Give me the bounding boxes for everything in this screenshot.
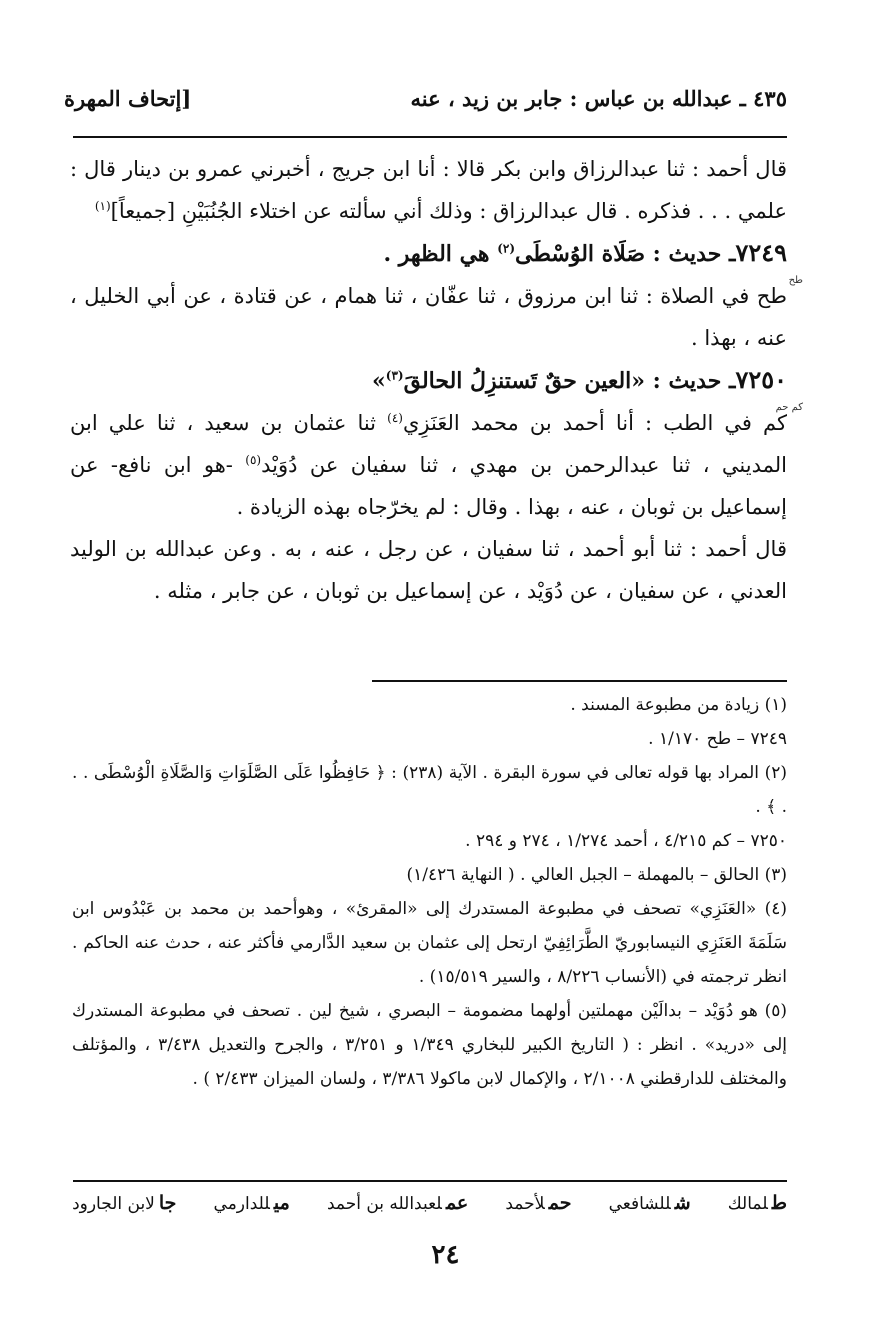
legend-rule	[73, 1180, 787, 1182]
legend-item: جالابن الجارود	[72, 1192, 177, 1214]
chapter-heading: ٤٣٥ ـ عبدالله بن عباس : جابر بن زيد ، عنه	[410, 86, 787, 111]
legend-item: ميللدارمي	[213, 1192, 290, 1214]
footnote: (١) زيادة من مطبوعة المسند .	[570, 695, 787, 715]
footnote: (٥) هو دُوَيْد – بدالَيْن مهملتين أولهما مضمومة – البصري ، شيخ لين . تصحف في مطبوعة المستدرك إلى «دريد» . انظر : ( التاريخ الكبير للبخاري ١/٣٤٩ و ٣/٢٥١ ، والجرح والتعديل ٣/٤٣٨ ، والمؤتلف والمختلف للدارقطني ٢/١٠٠٨ ، والإكمال لابن ماكولا ٣/٣٨٦ ، ولسان الميزان ٢/٤٣٣ ) .	[72, 1001, 787, 1089]
main-text	[70, 148, 803, 612]
header-rule	[73, 136, 787, 138]
sigla-legend	[72, 1192, 787, 1214]
page-number: ٢٤	[431, 1240, 460, 1270]
book-title: [إتحاف المهرة	[64, 86, 192, 111]
footnote: (٣) الحالق – بالمهملة – الجبل العالي . ( النهاية ١/٤٢٦)	[406, 865, 787, 885]
paragraph-ahmad-1: قال أحمد : ثنا عبدالرزاق وابن بكر قالا : أنا ابن جريج ، أخبرني عمرو بن دينار قال : علمي . . . فذكره . قال عبدالرزاق : وذلك أني سألته عن اختلاء الجُنُبَيْنِ [جميعاً]$^{(١)}$	[70, 157, 787, 223]
hadith-number: ٧٢٥٠	[735, 365, 787, 394]
footnote-ref-4: (٤)	[387, 411, 403, 425]
margin-siglum: طح	[788, 275, 803, 286]
footnote: (٤) «العَنَزِي» تصحف في مطبوعة المستدرك إلى «المقرئ» ، وهوأحمد بن محمد بن عَبْدُوس ابن سَلَمَةَ العَنَزِي النيسابوريّ الطَّرَائِفِيّ ارتحل إلى عثمان بن سعيد الدَّارمي فأكثر عنه ، حدث عنه الحاكم . انظر ترجمته في (الأنساب ٨/٢٢٦ ، والسير ١٥/٥١٩) .	[72, 899, 787, 987]
legend-item: حملأحمد	[505, 1192, 572, 1214]
margin-siglum: كم حم	[775, 402, 803, 413]
hadith-heading-7249: ٧٢٤٩ـ حديث : صَلَاة الوُسْطَى$^{(٢)}$ هي الظهر . طح	[70, 232, 787, 275]
legend-item: شللشافعي	[608, 1192, 691, 1214]
footnote-ref-5: (٥)	[245, 453, 262, 467]
paragraph-hakim: كم في الطب : أنا أحمد بن محمد العَنَزِي$^{(٤)}$ ثنا عثمان بن سعيد ، ثنا علي ابن المديني ، ثنا عبدالرحمن بن مهدي ، ثنا سفيان عن دُوَيْد$^{(٥)}$ -هو ابن نافع- عن إسماعيل بن ثوبان ، عنه ، بهذا . وقال : لم يخرّجاه بهذه الزيادة .	[70, 411, 787, 519]
hadith-number: ٧٢٤٩	[735, 238, 787, 267]
paragraph-tahawi: طح في الصلاة : ثنا ابن مرزوق ، ثنا عفّان ، ثنا همام ، عن قتادة ، عن أبي الخليل ، عنه ، بهذا .	[70, 284, 787, 350]
legend-item: عملعبدالله بن أحمد	[326, 1192, 469, 1214]
footnote-ref-1: (١)	[94, 199, 111, 213]
footnote: ٧٢٥٠ – كم ٤/٢١٥ ، أحمد ١/٢٧٤ ، ٢٧٤ و ٢٩٤ .	[465, 831, 787, 851]
footnote-ref-2: (٢)	[497, 241, 516, 256]
footnote: ٧٢٤٩ – طح ١/١٧٠ .	[648, 729, 787, 749]
footnote-rule	[372, 680, 787, 682]
hadith-heading-7250: ٧٢٥٠ـ حديث : «العين حقٌ تَستنزِلُ الحالقَ$^{(٣)}$» كم حم	[70, 359, 787, 402]
legend-item: طلمالك	[727, 1192, 787, 1214]
footnotes	[72, 688, 787, 1096]
running-header	[64, 80, 787, 120]
footnote-ref-3: (٣)	[385, 368, 404, 383]
paragraph-ahmad-2: قال أحمد : ثنا أبو أحمد ، ثنا سفيان ، عن رجل ، عنه ، به . وعن عبدالله بن الوليد العدني ، عن سفيان ، عن دُوَيْد ، عن إسماعيل بن ثوبان ، عن جابر ، مثله .	[70, 537, 787, 603]
footnote: (٢) المراد بها قوله تعالى في سورة البقرة . الآية (٢٣٨) : ﴿ حَافِظُوا عَلَى الصَّلَوَاتِ وَالصَّلَاةِ الْوُسْطَى . . . ﴾ .	[72, 763, 787, 817]
